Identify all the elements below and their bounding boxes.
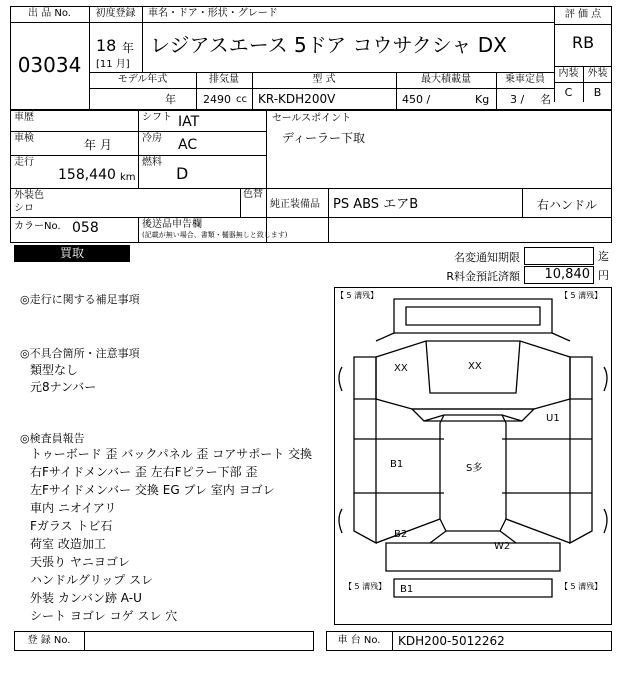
damage-mark: B1 <box>400 584 414 595</box>
damage-mark: XX <box>468 361 482 372</box>
color: シロ <box>14 203 34 214</box>
interior-label: 内装 <box>558 68 579 79</box>
history-label: 車歴 <box>14 112 34 123</box>
car-body-diagram <box>334 287 612 625</box>
name-change-unit: 迄 <box>598 250 609 263</box>
defect-line: 類型なし <box>30 363 79 377</box>
recycle-label: R料金預託済額 <box>446 270 520 283</box>
tire-tread-rl: 【 5 溝残】 <box>344 582 387 591</box>
displacement-unit: cc <box>236 94 247 105</box>
interior-grade: C <box>564 86 573 99</box>
reg-no-label: 登 録 No. <box>27 635 71 646</box>
type-value: KR-KDH200V <box>258 92 336 106</box>
first-reg-label: 初度登録 <box>95 8 136 19</box>
displacement-label: 排気量 <box>209 74 239 85</box>
damage-mark: S多 <box>466 463 483 474</box>
sales-point: ディーラー下取 <box>282 131 366 145</box>
steering: 右ハンドル <box>536 198 597 212</box>
model-year-value: 年 <box>165 93 176 106</box>
damage-mark: W2 <box>494 541 511 552</box>
exterior-label: 外装 <box>587 68 608 79</box>
damage-mark: XX <box>394 363 408 374</box>
purchase-label: 買取 <box>59 246 84 260</box>
first-reg-month: [11 月] <box>96 59 130 70</box>
inspection-value: 年 月 <box>84 138 112 152</box>
displacement: 2490 <box>203 93 231 106</box>
tire-tread-rr: 【 5 溝残】 <box>560 582 603 591</box>
mileage-unit: km <box>120 172 136 183</box>
chassis-no-label: 車 台 No. <box>337 635 381 646</box>
type-label: 型 式 <box>312 74 336 85</box>
chassis-no: KDH200-5012262 <box>398 634 505 648</box>
report-line: 左Fサイドメンバー 交換 EG ブレ 室内 ヨゴレ <box>30 483 275 497</box>
aircon-label: 冷房 <box>142 133 162 144</box>
score: RB <box>571 33 595 52</box>
inspection-label: 車検 <box>14 133 34 144</box>
driving-header: ◎走行に関する補足事項 <box>20 293 140 306</box>
first-reg-year: 18 <box>96 36 117 55</box>
report-line: ハンドルグリップ スレ <box>30 573 154 587</box>
sales-point-label: セールスポイント <box>272 113 352 124</box>
recolor-label: 色替 <box>243 189 263 200</box>
name-change-label: 名変通知期限 <box>454 251 520 264</box>
model-year-label: モデル年式 <box>117 74 168 85</box>
report-line: 荷室 改造加工 <box>30 537 106 551</box>
color-no: 058 <box>72 220 99 236</box>
mileage: 158,440 <box>58 167 116 183</box>
capacity: 3 / <box>510 93 525 106</box>
capacity-label: 乗車定員 <box>505 74 545 85</box>
report-line: 右Fサイドメンバー 歪 左右Fピラー下部 歪 <box>30 465 258 479</box>
capacity-unit: 名 <box>540 93 551 106</box>
report-line: 車内 ニオイアリ <box>30 501 117 515</box>
defect-line: 元8ナンバー <box>30 380 97 394</box>
report-line: シート ヨゴレ コゲ スレ 穴 <box>30 609 178 623</box>
report-line: Fガラス トビ石 <box>30 519 113 533</box>
color-label: 外装色 <box>14 190 44 201</box>
color-no-label: カラーNo. <box>14 221 61 232</box>
damage-mark: U1 <box>546 413 560 424</box>
max-load-label: 最大積載量 <box>421 74 471 85</box>
report-line: 天張り ヤニヨゴレ <box>30 555 130 569</box>
damage-mark: B1 <box>390 459 404 470</box>
car-name-label: 車名・ドア・形状・グレード <box>148 8 278 19</box>
aftermarket-label: 後送品申告欄 <box>142 219 202 230</box>
max-load: 450 / <box>402 93 431 106</box>
tire-tread-fr: 【 5 溝残】 <box>560 291 603 300</box>
equipment-label: 純正装備品 <box>270 199 320 210</box>
damage-mark: B2 <box>394 529 408 540</box>
shift: IAT <box>178 114 200 130</box>
car-name: レジアスエース 5ドア コウサクシャ DX <box>150 33 507 57</box>
tire-tread-fl: 【 5 溝残】 <box>336 291 379 300</box>
inspector-header: ◎検査員報告 <box>20 432 85 445</box>
report-line: トゥーボード 歪 バックパネル 歪 コアサポート 交換 <box>30 447 313 461</box>
fuel-label: 燃料 <box>142 157 162 168</box>
name-change-box <box>524 247 594 265</box>
report-line: 外装 カンバン跡 A-U <box>30 591 142 605</box>
lot-no: 03034 <box>17 53 82 77</box>
exterior-grade: B <box>593 86 602 99</box>
max-load-unit: Kg <box>475 93 490 106</box>
recycle-unit: 円 <box>598 269 609 282</box>
shift-label: シフト <box>142 112 172 123</box>
defects-header: ◎不具合箇所・注意事項 <box>20 347 140 360</box>
recycle-fee: 10,840 <box>544 267 590 282</box>
year-unit: 年 <box>122 41 135 55</box>
equipment: PS ABS エアB <box>333 197 419 212</box>
fuel: D <box>176 164 189 183</box>
lot-no-label: 出 品 No. <box>28 8 71 19</box>
mileage-label: 走行 <box>14 157 34 168</box>
score-label: 評 価 点 <box>564 9 602 20</box>
aftermarket-note: (記載が無い場合、書類・樋器無しと致します) <box>142 231 288 239</box>
aircon: AC <box>178 137 198 153</box>
